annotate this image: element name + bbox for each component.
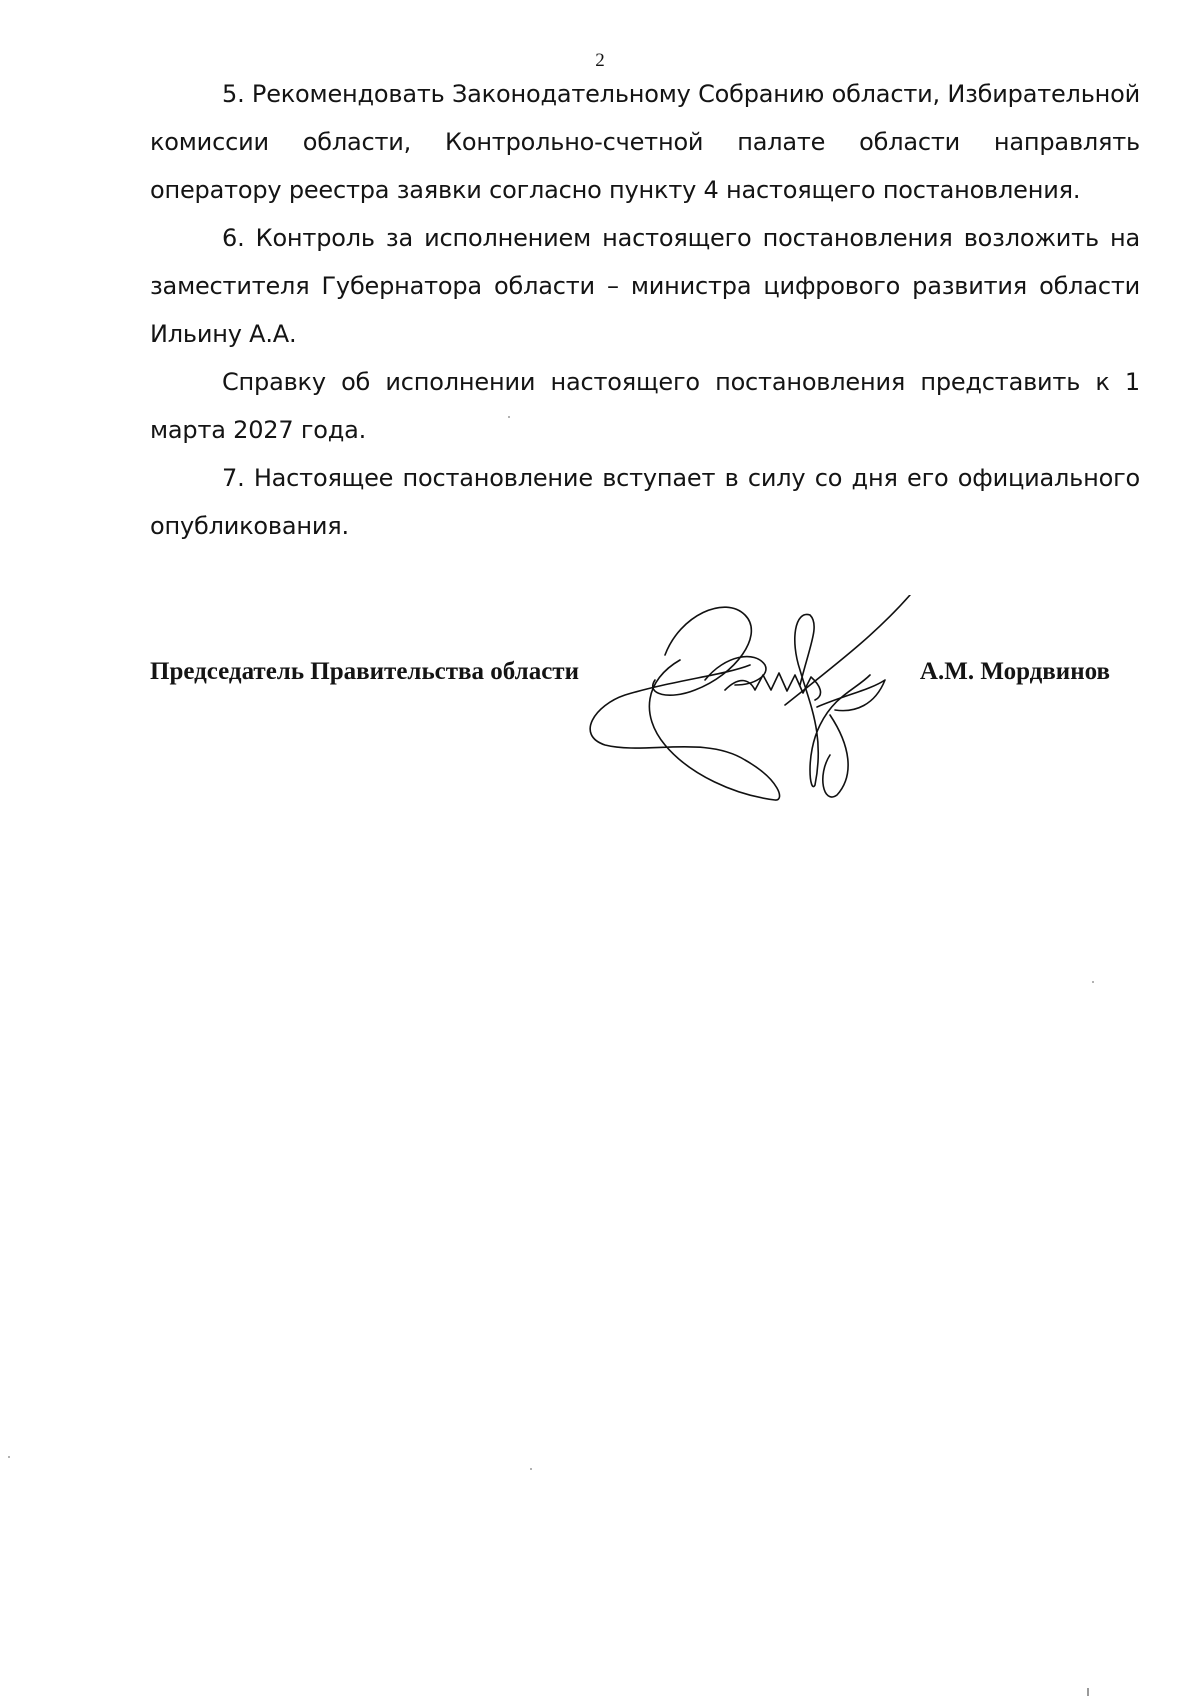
signatory-name: А.М. Мордвинов [919,658,1110,685]
signatory-title: Председатель Правительства области [150,658,579,685]
scan-speck [508,416,510,418]
paragraph-7: 7. Настоящее постановление вступает в силу со дня его официального опубликования. [150,464,1140,540]
document-body [150,70,1140,550]
paragraph-5: 5. Рекомендовать Законодательному Собранию области, Избирательной комиссии области, Контрольно-счетной палате области направлять оператору реестра заявки согласно пункту 4 настоящего постановления. [150,80,1141,204]
scan-speck [1092,981,1094,983]
paragraph-6: 6. Контроль за исполнением настоящего постановления возложить на заместителя Губернатора области – министра цифрового развития области Ильину А.А. [150,224,1140,348]
scan-speck [8,1456,10,1458]
scan-speck [1087,1688,1089,1696]
handwritten-signature [585,595,935,805]
paragraph-report: Справку об исполнении настоящего постановления представить к 1 марта 2027 года. [150,368,1140,444]
page-number: 2 [595,50,605,71]
scan-speck [530,1468,532,1470]
